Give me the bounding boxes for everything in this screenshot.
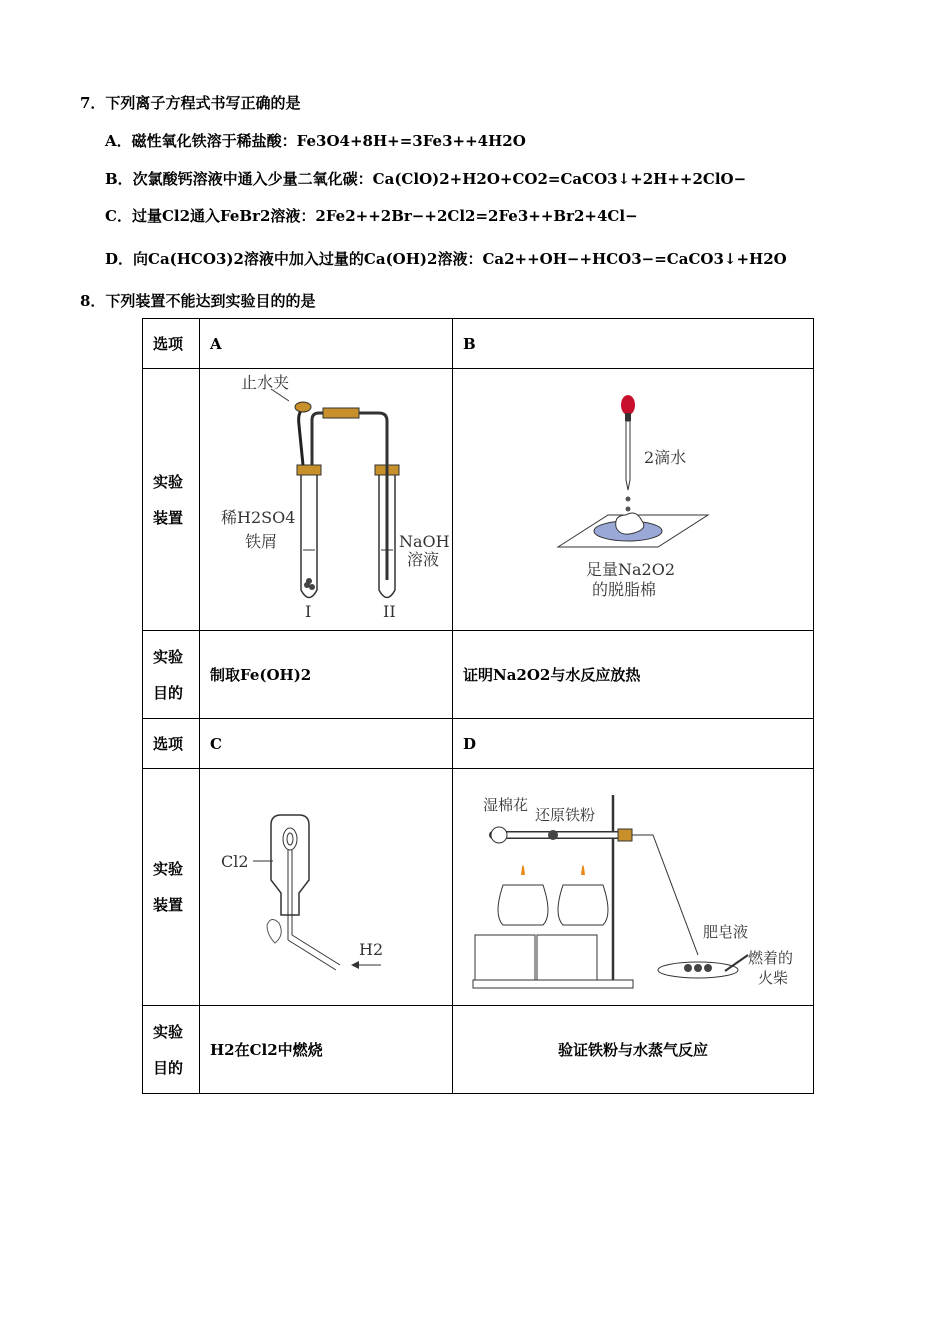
- label-device-2: 实验装置: [143, 769, 200, 1006]
- q8-table: [142, 318, 814, 1094]
- label-acid: 稀H2SO4: [221, 507, 296, 527]
- row-purpose-ab: [143, 631, 814, 719]
- q7-stem: 7．下列离子方程式书写正确的是: [80, 94, 301, 112]
- label-match-1: 燃着的: [748, 948, 794, 967]
- row-device-ab: [143, 369, 814, 631]
- label-h2: H2: [359, 939, 384, 959]
- label-soap: 肥皂液: [703, 922, 749, 941]
- apparatus-c-diagram: [211, 775, 441, 1000]
- label-naoh-1: NaOH: [399, 531, 450, 551]
- apparatus-a-diagram: [211, 372, 450, 625]
- purpose-c: H2在Cl2中燃烧: [200, 1006, 453, 1094]
- option-c-letter: C: [200, 719, 453, 769]
- label-cotton-2: 的脱脂棉: [592, 579, 657, 599]
- apparatus-d-diagram: [463, 775, 803, 1000]
- q7-option-d-text: D．向Ca(HCO3)2溶液中加入过量的Ca(OH)2溶液：Ca2++OH−+HCO3−=CaCO3↓+H2O: [105, 250, 787, 268]
- row-purpose-cd: [143, 1006, 814, 1094]
- label-purpose: 实验目的: [143, 631, 200, 719]
- q7-option-b-text: B．次氯酸钙溶液中通入少量二氧化碳：Ca(ClO)2+H2O+CO2=CaCO3↓+2H++2ClO−: [105, 170, 747, 188]
- purpose-a: 制取Fe(OH)2: [200, 631, 453, 719]
- label-naoh-2: 溶液: [407, 549, 440, 569]
- cell-device-a: [200, 369, 453, 631]
- label-wet-cotton: 湿棉花: [483, 795, 529, 814]
- q7-option-a: [105, 130, 526, 151]
- q7-option-a-text: A．磁性氧化铁溶于稀盐酸：Fe3O4+8H+=3Fe3++4H2O: [105, 132, 526, 150]
- label-tube-1: I: [305, 601, 312, 621]
- row-device-cd: [143, 769, 814, 1006]
- apparatus-b-diagram: [468, 375, 798, 625]
- label-iron: 铁屑: [245, 531, 278, 551]
- cell-device-c: [200, 769, 453, 1006]
- option-d-letter: D: [453, 719, 814, 769]
- label-device: 实验装置: [143, 369, 200, 631]
- label-option-2: 选项: [143, 719, 200, 769]
- label-iron-powder: 还原铁粉: [535, 805, 596, 824]
- q8-stem: 8．下列装置不能达到实验目的的是: [80, 292, 316, 310]
- option-a-letter: A: [200, 319, 453, 369]
- label-match-2: 火柴: [758, 968, 789, 987]
- label-cl2: Cl2: [221, 851, 249, 871]
- row-option-cd: [143, 719, 814, 769]
- q7-option-d: [105, 248, 787, 269]
- label-clamp: 止水夹: [241, 372, 290, 392]
- option-b-letter: B: [453, 319, 814, 369]
- label-option: 选项: [143, 319, 200, 369]
- label-purpose-2: 实验目的: [143, 1006, 200, 1094]
- label-tube-2: II: [383, 601, 396, 621]
- purpose-b: 证明Na2O2与水反应放热: [453, 631, 814, 719]
- q7-option-c: [105, 205, 638, 226]
- label-water: 2滴水: [644, 447, 687, 467]
- cell-device-d: [453, 769, 814, 1006]
- purpose-d: 验证铁粉与水蒸气反应: [453, 1006, 814, 1094]
- q7-option-b: [105, 168, 746, 189]
- q7-option-c-text: C．过量Cl2通入FeBr2溶液：2Fe2++2Br−+2Cl2=2Fe3++Br2+4Cl−: [105, 207, 638, 225]
- cell-device-b: [453, 369, 814, 631]
- label-cotton-1: 足量Na2O2: [586, 559, 676, 579]
- row-option-ab: [143, 319, 814, 369]
